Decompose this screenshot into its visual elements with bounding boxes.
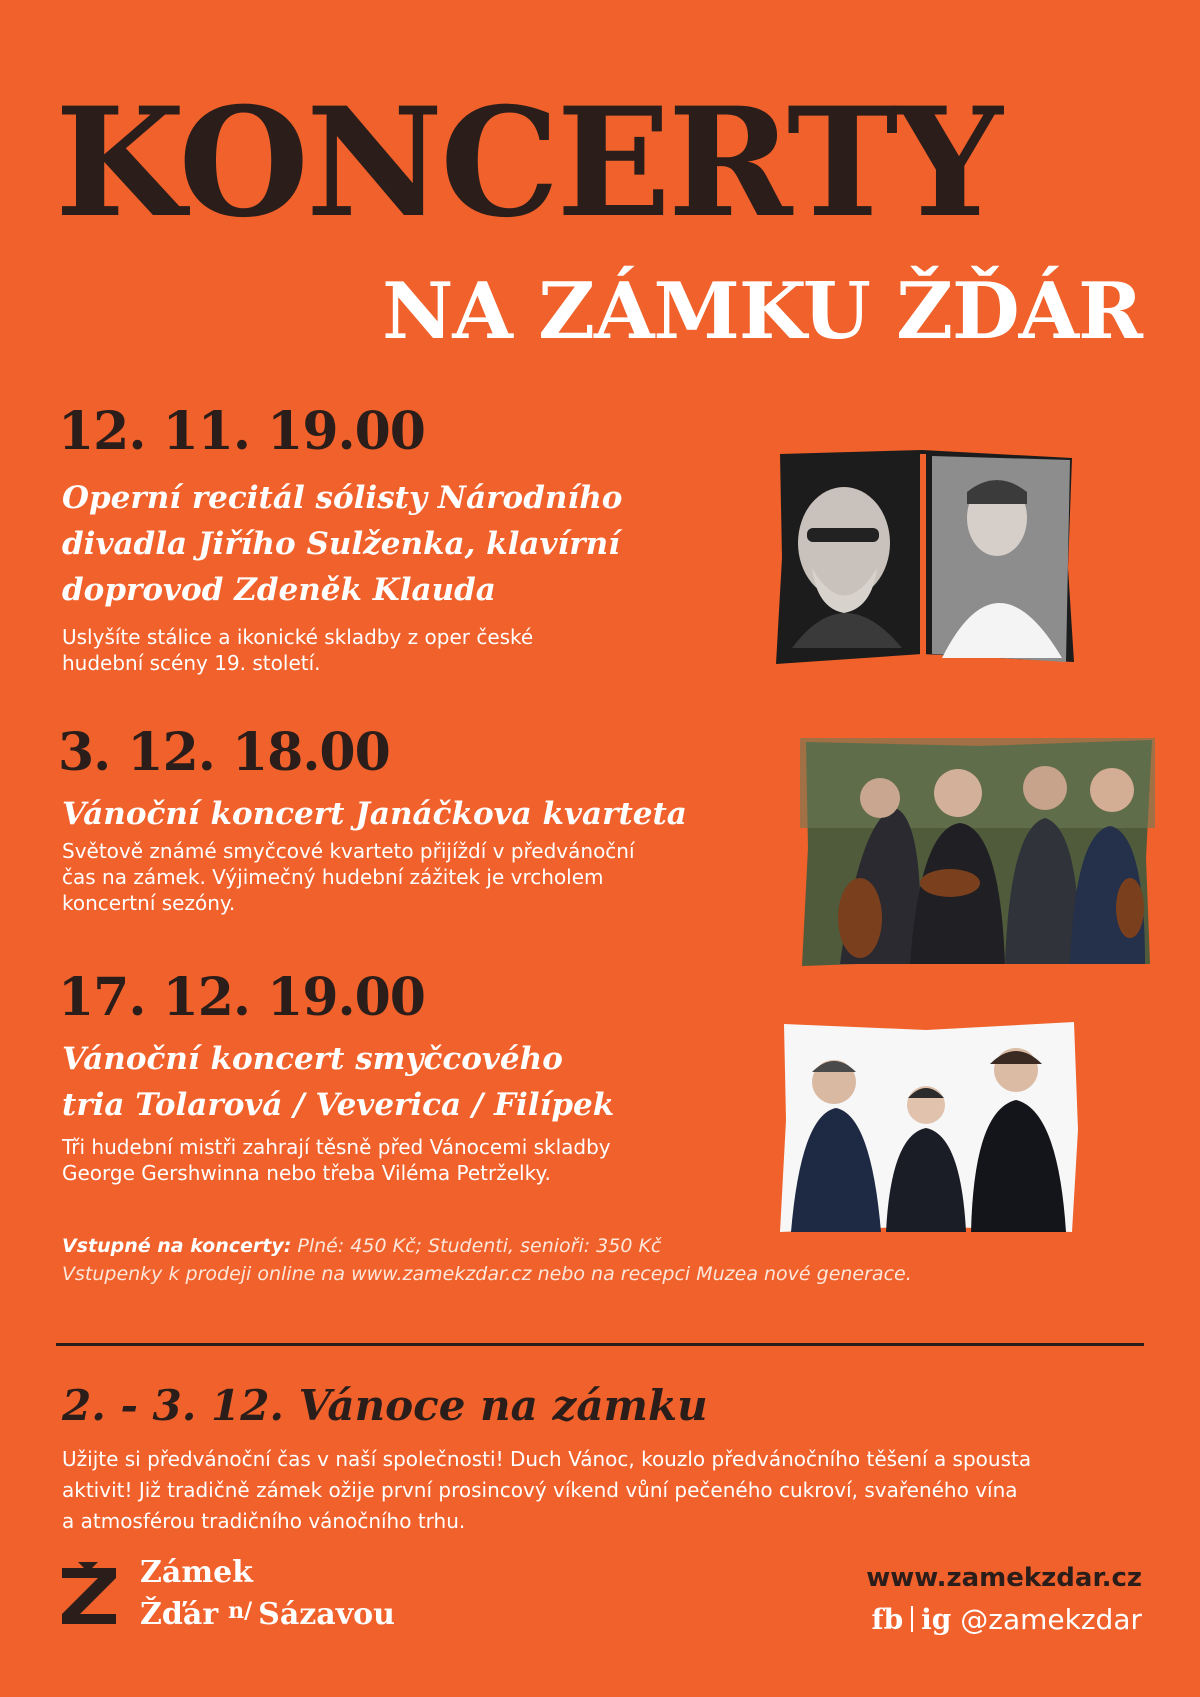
social-separator [911,1606,913,1632]
facebook-link[interactable]: fb [871,1603,904,1636]
event-3-title-line: tria Tolarová / Veverica / Filípek [62,1087,615,1123]
christmas-desc-line: Užijte si předvánoční čas v naší společnosti! Duch Vánoc, kouzlo předvánočního těšení a spousta [62,1447,1032,1471]
instagram-link[interactable]: ig [921,1603,952,1636]
event-2-desc-line: Světově známé smyčcové kvarteto přijíždí v předvánoční [62,839,635,863]
christmas-description [62,1444,1152,1537]
event-1-photo [772,448,1077,668]
event-2-description [62,838,722,916]
event-1-title-line: doprovod Zdeněk Klauda [62,572,496,608]
logo-n: n/ [228,1598,253,1624]
ticket-prices: Plné: 450 Kč; Studenti, senioři: 350 Kč [297,1235,662,1257]
castle-logo-icon [58,1562,120,1634]
poster-subtitle: NA ZÁMKU ŽĎÁR [382,266,1142,357]
event-2-photo [800,738,1155,968]
christmas-title: 2. - 3. 12. Vánoce na zámku [62,1381,708,1430]
event-2-title-line: Vánoční koncert Janáčkova kvarteta [62,796,687,832]
event-1-date: 12. 11. 19.00 [58,401,425,462]
event-2-date: 3. 12. 18.00 [58,722,390,783]
event-2-desc-line: čas na zámek. Výjimečný hudební zážitek je vrcholem [62,865,604,889]
event-3-desc-line: George Gershwinna nebo třeba Viléma Petrželky. [62,1161,551,1185]
logo-zdar: Žďár [140,1597,219,1632]
castle-logo-text [140,1554,395,1634]
event-1-title [62,475,722,613]
event-3-photo [776,1020,1081,1235]
event-3-desc-line: Tři hudební mistři zahrají těsně před Vánocemi skladby [62,1135,611,1159]
website-link[interactable]: www.zamekzdar.cz [866,1563,1142,1593]
event-3-date: 17. 12. 19.00 [58,967,425,1028]
ticket-label: Vstupné na koncerty: [62,1235,292,1257]
poster-title: KONCERTY [55,75,1000,251]
event-1-description [62,624,682,676]
logo-sazavou: Sázavou [258,1597,395,1632]
logo-line-1: Zámek [140,1555,253,1590]
ticket-info [62,1232,1062,1288]
event-2-title [62,791,762,837]
event-2-desc-line: koncertní sezóny. [62,891,236,915]
event-1-desc-line: hudební scény 19. století. [62,651,321,675]
event-1-title-line: divadla Jiřího Sulženka, klavírní [62,526,620,562]
event-3-title-line: Vánoční koncert smyčcového [62,1041,563,1077]
social-handle[interactable]: @zamekzdar [960,1603,1142,1636]
divider [56,1343,1144,1346]
christmas-desc-line: a atmosférou tradičního vánočního trhu. [62,1509,466,1533]
event-3-title [62,1036,742,1128]
event-3-description [62,1134,722,1186]
event-1-desc-line: Uslyšíte stálice a ikonické skladby z oper české [62,625,534,649]
ticket-sales: Vstupenky k prodeji online na www.zamekzdar.cz nebo na recepci Muzea nové generace. [62,1263,912,1285]
christmas-desc-line: aktivit! Již tradičně zámek ožije první prosincový víkend vůní pečeného cukroví, svařeného vína [62,1478,1018,1502]
social-links [872,1602,1142,1638]
event-1-title-line: Operní recitál sólisty Národního [62,480,623,516]
